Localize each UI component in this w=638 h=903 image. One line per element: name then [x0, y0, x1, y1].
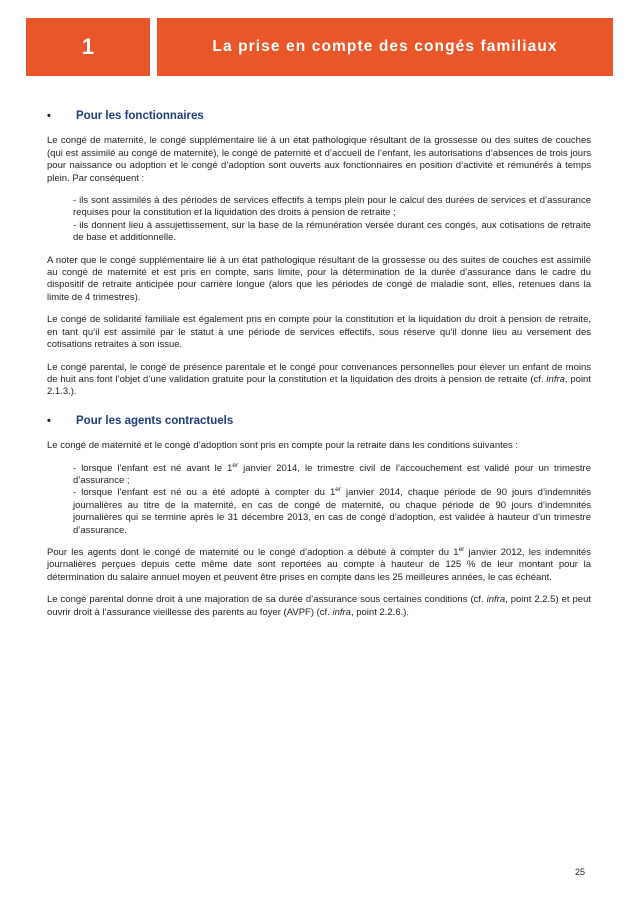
paragraph — [47, 547, 591, 584]
paragraph: A noter que le congé supplémentaire lié à un état pathologique résultant de la grossesse ou des suites de couches est assimilé au congé de maternité et est pris en compte, sans limite, pour la détermination de la durée d’assurance dans le cadre du dispositif de retraite anticipée pour carrière longue (alors que les périodes de congé de maladie sont, elles, retenues dans la limite de 4 trimestres). — [47, 254, 591, 303]
list-item — [73, 487, 591, 537]
text-run: janvier 2014, le trimestre civil de l’accouchement est validé pour un trimestre d’assurance ; — [73, 462, 591, 486]
document-body — [47, 110, 591, 629]
text-run: - lorsque l’enfant est né avant le 1 — [73, 462, 233, 474]
chapter-number: 1 — [26, 18, 150, 76]
page-title: La prise en compte des congés familiaux — [157, 18, 613, 76]
section-heading-label: Pour les fonctionnaires — [76, 110, 204, 122]
text-run: janvier 2014, chaque période de 90 jours d’indemnités journalières au titre de la maternité, en cas de congé de maternité, ou chaque période de 90 jours d’indemnités journalières qui se termine après le 31 décembre 2013, en cas de congé d’adoption, est validée à hauteur d’un trimestre d’assurance. — [73, 487, 592, 536]
superscript: er — [232, 461, 239, 469]
section-heading-fonctionnaires — [47, 110, 591, 122]
list-item — [73, 463, 591, 488]
section-heading-label: Pour les agents contractuels — [76, 414, 234, 427]
text-run: , point 2.2.5) et peut ouvrir droit à l’assurance vieillesse des parents au foyer (AVPF) (cf. — [47, 594, 591, 618]
text-run: , point 2.1.3.). — [47, 373, 591, 398]
text-run: janvier 2012, les indemnités journalières perçues depuis cette même date sont reportées au compte à hauteur de 125 % de leur montant pour la détermination du salaire annuel moyen et peuvent être prises en compte dans les 25 meilleures années, le cas échéant. — [47, 546, 591, 583]
text-run: , point 2.2.6.). — [350, 606, 410, 618]
emphasis: infra — [332, 606, 351, 618]
superscript: er — [335, 486, 342, 494]
superscript: er — [458, 545, 465, 553]
paragraph — [47, 362, 591, 399]
text-run: Le congé parental, le congé de présence parentale et le congé pour convenances personnelles pour élever un enfant de moins de huit ans font l’objet d’une validation gratuite pour la constitution et la liquidation des droits à pension de retraite (cf. — [47, 361, 591, 385]
text-run: - lorsque l’enfant est né ou a été adopté à compter du 1 — [73, 487, 336, 499]
bullet-icon: • — [47, 414, 51, 427]
page-number: 25 — [575, 867, 586, 877]
paragraph: Le congé de maternité, le congé supplémentaire lié à un état pathologique résultant de la grossesse ou des suites de couches (qui est assimilé au congé de maternité), le congé de paternité et d’accueil de l’enfant, les autorisations d’absences de trois jours pour naissance ou adoption et le congé d’adoption sont ouverts aux fonctionnaires en position d’activité et rémunérés à temps plein. Par conséquent : — [47, 135, 591, 184]
text-run: Le congé parental donne droit à une majoration de sa durée d’assurance sous certaines conditions (cf. — [47, 594, 487, 606]
paragraph: Le congé de solidarité familiale est également pris en compte pour la constitution et la liquidation du droit à pension de retraite, en tant qu’il est assimilé par le statut à une période de services effectifs, sous réserve qu’il donne lieu au versement des cotisations retraites à son issue. — [47, 314, 591, 351]
bullet-icon: • — [47, 110, 51, 122]
list — [47, 195, 591, 245]
section-heading-contractuels — [47, 415, 591, 427]
emphasis: infra — [546, 373, 565, 385]
list-item: - ils sont assimilés à des périodes de services effectifs à temps plein pour le calcul des durées de services et d’assurance requises pour la constitution et la liquidation des droits à pension de retraite ; — [73, 195, 591, 219]
paragraph — [47, 594, 591, 619]
list — [47, 463, 591, 537]
text-run: Pour les agents dont le congé de maternité ou le congé d’adoption a débuté à compter du 1 — [47, 546, 459, 558]
list-item: - ils donnent lieu à assujettissement, sur la base de la rémunération versée durant ces congés, aux cotisations de retraite de base et additionnelle. — [73, 219, 591, 244]
emphasis: infra — [486, 594, 506, 606]
paragraph: Le congé de maternité et le congé d’adoption sont pris en compte pour la retraite dans les conditions suivantes : — [47, 440, 519, 452]
